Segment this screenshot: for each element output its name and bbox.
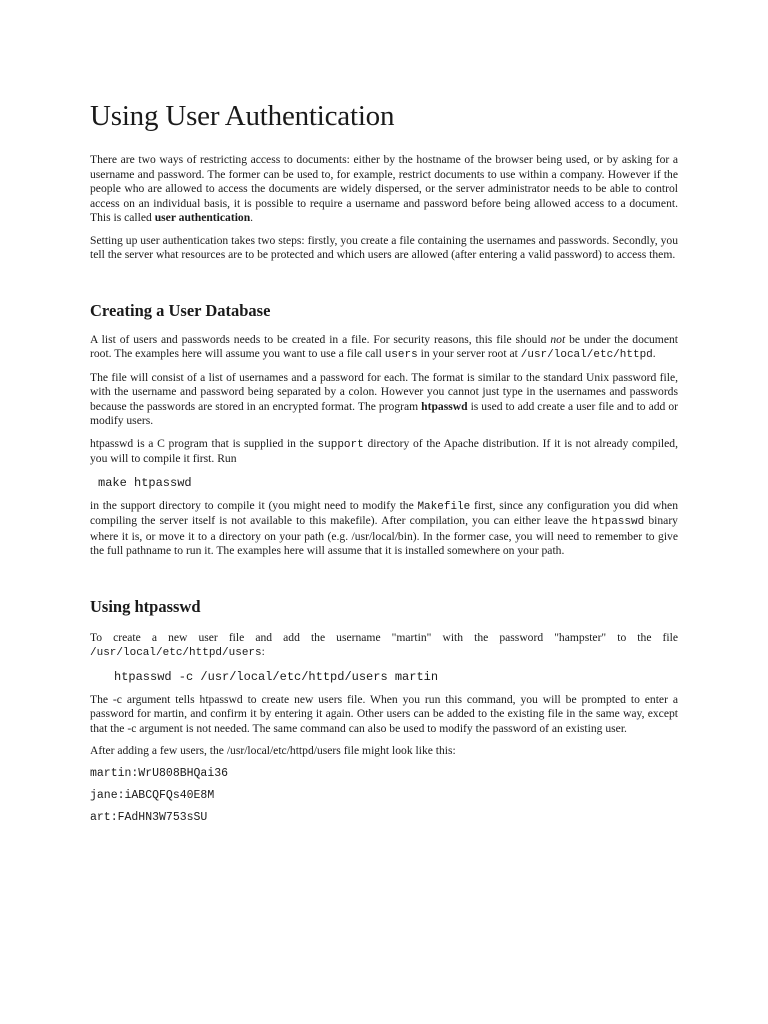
inline-code: /usr/local/etc/httpd/users [90, 647, 262, 659]
section1-paragraph-3: htpasswd is a C program that is supplied in the support directory of the Apache distribution. If it is not already compiled, you will to compile it first. Run [90, 436, 678, 465]
users-file-line: martin:WrU808BHQai36 [90, 766, 229, 780]
inline-code: support [317, 438, 364, 451]
document-page [90, 98, 678, 833]
section1-paragraph-2: The file will consist of a list of usernames and a password for each. The format is similar to the standard Unix password file, with the username and password being separated by a colon. However you cannot just type in the usernames and passwords because the passwords are stored in an encrypted format. The program htpasswd is used to add create a user file and to add or modify users. [90, 370, 678, 427]
inline-code: /usr/local/etc/httpd [520, 349, 653, 361]
section-heading-using-htpasswd: Using htpasswd [90, 596, 201, 616]
inline-code: users [384, 349, 418, 361]
section2-paragraph-2: The -c argument tells htpasswd to create new users file. When you run this command, you will be prompted to enter a password for martin, and confirm it by entering it again. Other users can be added to the existing file in the same way, except that the -c argument is not needed. The same command can also be used to modify the password of an existing user. [90, 692, 678, 735]
intro-paragraph-1: There are two ways of restricting access to documents: either by the hostname of the browser being used, or by asking for a username and password. The former can be used to, for example, restrict documents to use within a company. However if the people who are allowed to access the documents are widely dispersed, or the server administrator needs to be able to control access on an individual basis, it is possible to require a username and password before being allowed access to a document. This is called user authentication. [90, 153, 678, 224]
users-file-line: art:FAdHN3W753sSU [90, 810, 208, 824]
section2-paragraph-3: After adding a few users, the /usr/local/etc/httpd/users file might look like this: [90, 744, 456, 757]
section1-paragraph-4: in the support directory to compile it (you might need to modify the Makefile first, since any configuration you did when compiling the server itself is not available to this makefile). After compilation, you can either leave the htpasswd binary where it is, or move it to a directory on your path (e.g. /usr/local/bin). In the former case, you will need to remember to give the full pathname to run it. The examples here will assume that it is installed somewhere on your path. [90, 498, 678, 557]
section2-paragraph-1: To create a new user file and add the username "martin" with the password "hampster" to the file /usr/local/etc/httpd/users: [90, 630, 678, 659]
bold-program-name: htpasswd [421, 399, 468, 413]
inline-code: htpasswd [591, 516, 645, 528]
intro-paragraph-2: Setting up user authentication takes two steps: firstly, you create a file containing the usernames and passwords. Secondly, you tell the server what resources are to be protected and which users are allowed (after entering a valid password) to access them. [90, 233, 678, 261]
section-heading-creating-user-database: Creating a User Database [90, 300, 271, 320]
code-make-command: make htpasswd [98, 475, 192, 490]
section1-paragraph-1: A list of users and passwords needs to be created in a file. For security reasons, this file should not be under the document root. The examples here will assume you want to use a file call users in your server root at /usr/local/etc/httpd. [90, 332, 678, 361]
bold-term: user authentication [154, 211, 251, 224]
page-title: Using User Authentication [90, 100, 395, 132]
users-file-line: jane:iABCQFQs40E8M [90, 788, 215, 802]
emphasis-not: not [550, 332, 566, 346]
code-htpasswd-command: htpasswd -c /usr/local/etc/httpd/users martin [114, 669, 439, 684]
inline-code: Makefile [417, 500, 471, 513]
